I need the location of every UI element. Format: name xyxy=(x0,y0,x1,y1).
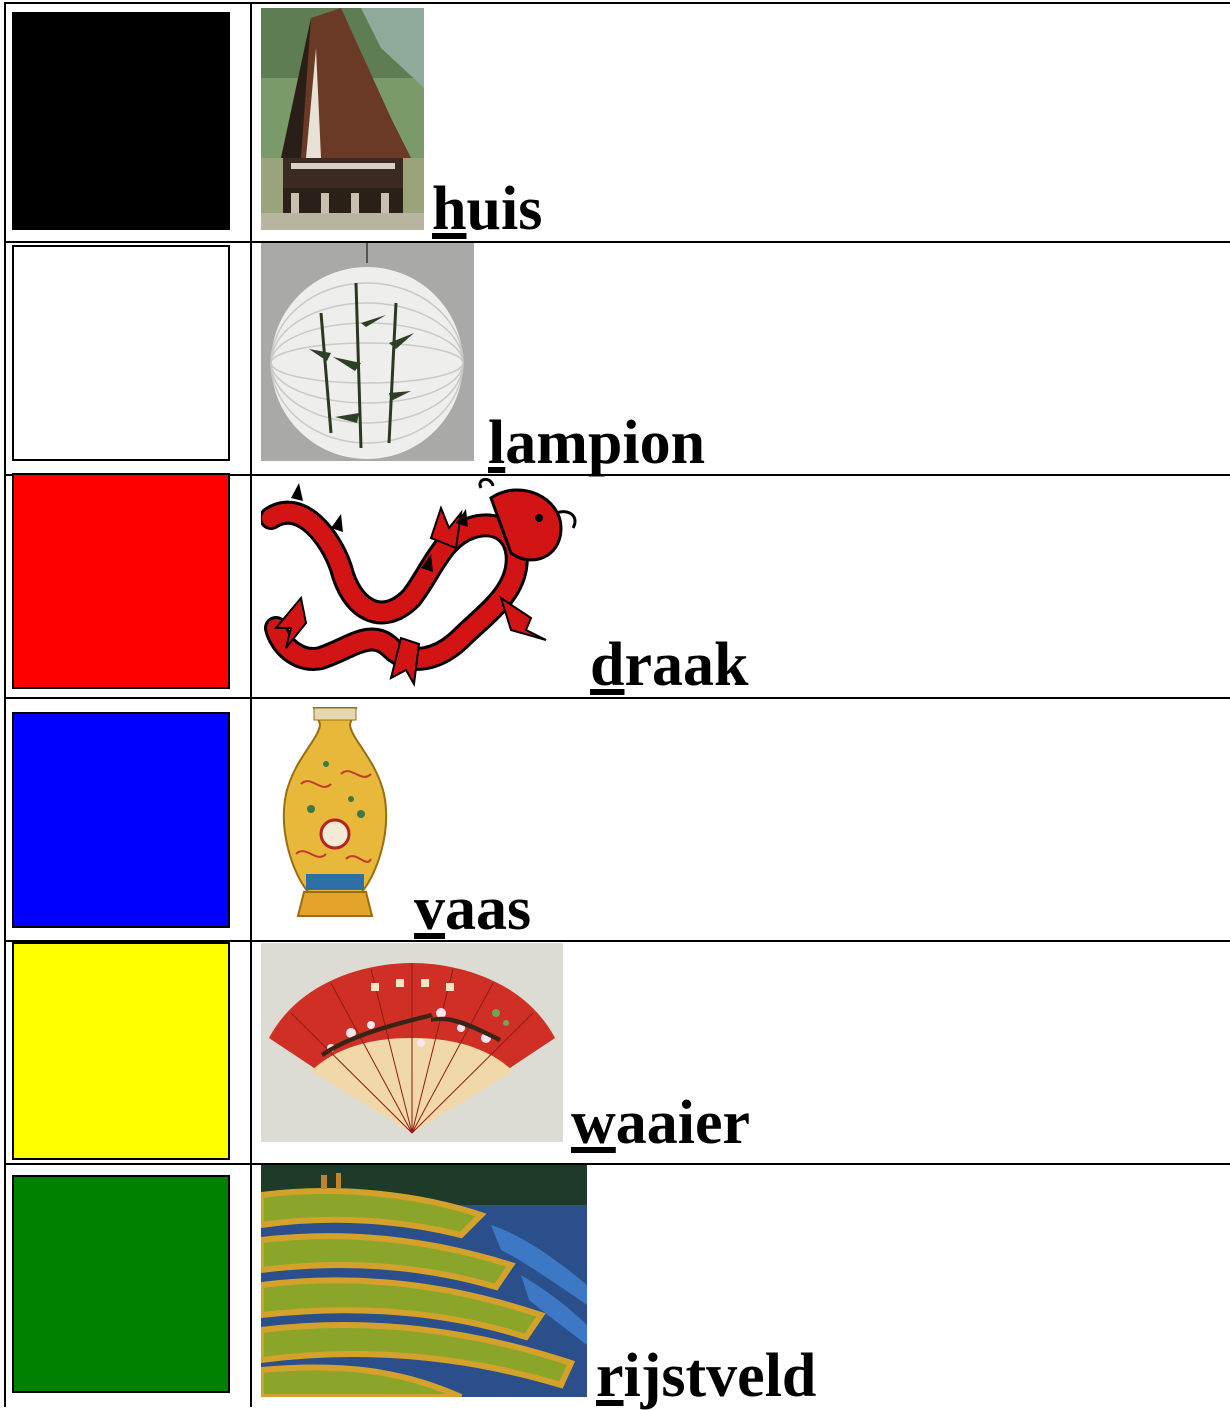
red-folding-fan-image xyxy=(261,943,563,1142)
row-divider xyxy=(4,241,1230,243)
color-swatch xyxy=(12,12,230,230)
toba-batak-house-image xyxy=(261,8,424,230)
color-swatch xyxy=(12,942,230,1160)
vocabulary-word xyxy=(414,875,532,943)
word-rest: aas xyxy=(445,875,532,943)
first-letter: l xyxy=(488,409,506,477)
word-rest: raak xyxy=(624,631,749,699)
chinese-vase-image xyxy=(276,704,394,920)
first-letter: v xyxy=(414,875,445,943)
color-swatch xyxy=(12,1175,230,1393)
first-letter: h xyxy=(432,175,467,243)
paper-lantern-image xyxy=(261,243,474,461)
word-rest: ijstveld xyxy=(623,1342,817,1410)
color-swatch xyxy=(12,245,230,461)
word-rest: uis xyxy=(466,175,543,243)
row-divider xyxy=(4,1163,1230,1165)
color-swatch xyxy=(12,473,230,689)
rice-terraces-image xyxy=(261,1165,587,1397)
column-divider xyxy=(250,2,252,1407)
color-swatch xyxy=(12,712,230,928)
table-border-top xyxy=(4,2,1230,4)
vocabulary-word xyxy=(488,409,706,477)
vocabulary-word xyxy=(596,1342,817,1410)
red-dragon-image xyxy=(261,478,583,690)
vocabulary-word xyxy=(571,1089,751,1157)
table-border-left xyxy=(4,2,6,1407)
vocabulary-word xyxy=(590,631,749,699)
first-letter: w xyxy=(571,1089,616,1157)
first-letter: d xyxy=(590,631,625,699)
first-letter: r xyxy=(596,1342,624,1410)
vocabulary-word xyxy=(432,175,543,243)
word-rest: aaier xyxy=(615,1089,751,1157)
word-rest: ampion xyxy=(505,409,706,477)
